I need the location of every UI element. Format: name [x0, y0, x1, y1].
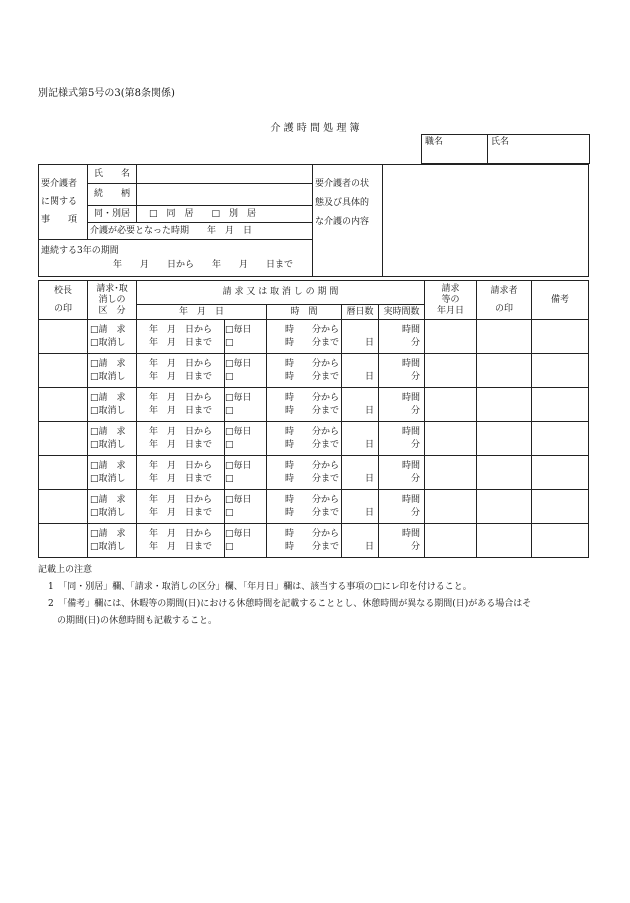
actual-hours-header: 実時間数	[379, 305, 425, 320]
ymd-header: 年 月 日	[137, 305, 267, 320]
actual-hours-cell[interactable]: 時間 分	[379, 524, 425, 558]
actual-hours-cell[interactable]: 時間 分	[379, 354, 425, 388]
relation-field[interactable]	[137, 184, 313, 206]
time-cell[interactable]: 時 分から 時 分まで	[267, 354, 342, 388]
request-kind-cell[interactable]: □請 求 □取消し	[88, 456, 137, 490]
request-kind-cell[interactable]: □請 求 □取消し	[88, 524, 137, 558]
day-checkbox-cell[interactable]: □毎日 □	[225, 354, 267, 388]
request-kind-cell[interactable]: □請 求 □取消し	[88, 320, 137, 354]
care-state-label: 要介護者の状 態及び具体的 な介護の内容	[313, 165, 383, 277]
time-cell[interactable]: 時 分から 時 分まで	[267, 490, 342, 524]
request-row	[39, 320, 589, 354]
form-reference: 別記様式第5号の3(第8条関係)	[38, 88, 175, 99]
request-row	[39, 456, 589, 490]
calendar-days-header: 暦日数	[342, 305, 379, 320]
principal-seal-cell[interactable]	[39, 354, 88, 388]
remarks-cell[interactable]	[532, 354, 589, 388]
date-cell[interactable]: 年 月 日から 年 月 日まで	[137, 354, 225, 388]
date-cell[interactable]: 年 月 日から 年 月 日まで	[137, 320, 225, 354]
request-date-cell[interactable]	[425, 354, 477, 388]
actual-hours-cell[interactable]: 時間 分	[379, 490, 425, 524]
request-kind-cell[interactable]: □請 求 □取消し	[88, 422, 137, 456]
care-recipient-label: 要介護者 に関する 事 項	[39, 165, 88, 240]
principal-seal-cell[interactable]	[39, 456, 88, 490]
calendar-days-cell[interactable]: 日	[342, 456, 379, 490]
request-row	[39, 524, 589, 558]
time-cell[interactable]: 時 分から 時 分まで	[267, 422, 342, 456]
note-2: 2 「備考」欄には、休暇等の期間(日)における休憩時間を記載することとし、休憩時間が異なる期間(日)がある場合はそ	[48, 599, 532, 609]
request-kind-cell[interactable]: □請 求 □取消し	[88, 388, 137, 422]
requester-seal-cell[interactable]	[477, 422, 532, 456]
remarks-cell[interactable]	[532, 490, 589, 524]
requester-seal-cell[interactable]	[477, 320, 532, 354]
name-field[interactable]: 氏名	[488, 135, 590, 164]
date-cell[interactable]: 年 月 日から 年 月 日まで	[137, 422, 225, 456]
request-date-cell[interactable]	[425, 388, 477, 422]
cohabit-checkboxes[interactable]: □ 同 居 □ 別 居	[137, 206, 313, 223]
note-3: の期間(日)の休憩時間も記載すること。	[48, 616, 218, 626]
request-row	[39, 422, 589, 456]
requester-seal-cell[interactable]	[477, 388, 532, 422]
day-checkbox-cell[interactable]: □毎日 □	[225, 524, 267, 558]
post-field[interactable]: 職名	[422, 135, 488, 164]
care-needed-since[interactable]: 介護が必要となった時期 年 月 日	[88, 223, 313, 240]
page-title: 介 護 時 間 処 理 簿	[270, 123, 360, 134]
request-row	[39, 388, 589, 422]
date-cell[interactable]: 年 月 日から 年 月 日まで	[137, 456, 225, 490]
time-cell[interactable]: 時 分から 時 分まで	[267, 320, 342, 354]
principal-seal-cell[interactable]	[39, 320, 88, 354]
time-cell[interactable]: 時 分から 時 分まで	[267, 524, 342, 558]
note-1: 1 「同・別居」欄、「請求・取消しの区分」欄、「年月日」欄は、該当する事項の□にレ印を付けること。	[48, 582, 472, 592]
recipient-name-label: 氏 名	[88, 165, 137, 184]
request-table	[38, 280, 589, 558]
time-cell[interactable]: 時 分から 時 分まで	[267, 388, 342, 422]
actual-hours-cell[interactable]: 時間 分	[379, 422, 425, 456]
request-kind-cell[interactable]: □請 求 □取消し	[88, 490, 137, 524]
request-date-cell[interactable]	[425, 524, 477, 558]
date-cell[interactable]: 年 月 日から 年 月 日まで	[137, 524, 225, 558]
principal-seal-cell[interactable]	[39, 524, 88, 558]
actual-hours-cell[interactable]: 時間 分	[379, 320, 425, 354]
principal-seal-cell[interactable]	[39, 422, 88, 456]
care-recipient-table	[38, 164, 589, 277]
recipient-name-field[interactable]	[137, 165, 313, 184]
cohabit-label: 同・別居	[88, 206, 137, 223]
date-cell[interactable]: 年 月 日から 年 月 日まで	[137, 490, 225, 524]
request-date-header: 請求 等の 年月日	[425, 281, 477, 320]
principal-seal-cell[interactable]	[39, 490, 88, 524]
relation-label: 続 柄	[88, 184, 137, 206]
notes-heading: 記載上の注意	[38, 565, 93, 575]
request-row	[39, 354, 589, 388]
requester-seal-cell[interactable]	[477, 354, 532, 388]
time-cell[interactable]: 時 分から 時 分まで	[267, 456, 342, 490]
principal-seal-header: 校長 の印	[39, 281, 88, 320]
period-header: 請 求 又 は 取 消 し の 期 間	[137, 281, 425, 305]
remarks-cell[interactable]	[532, 422, 589, 456]
three-year-period[interactable]	[39, 240, 313, 277]
request-date-cell[interactable]	[425, 456, 477, 490]
requester-seal-cell[interactable]	[477, 456, 532, 490]
officer-box	[421, 134, 590, 164]
calendar-days-cell[interactable]: 日	[342, 490, 379, 524]
requester-seal-cell[interactable]	[477, 490, 532, 524]
day-checkbox-cell[interactable]: □毎日 □	[225, 320, 267, 354]
requester-seal-header: 請求者 の印	[477, 281, 532, 320]
request-kind-cell[interactable]: □請 求 □取消し	[88, 354, 137, 388]
time-header: 時 間	[267, 305, 342, 320]
actual-hours-cell[interactable]: 時間 分	[379, 388, 425, 422]
date-cell[interactable]: 年 月 日から 年 月 日まで	[137, 388, 225, 422]
requester-seal-cell[interactable]	[477, 524, 532, 558]
remarks-cell[interactable]	[532, 524, 589, 558]
calendar-days-cell[interactable]: 日	[342, 422, 379, 456]
request-date-cell[interactable]	[425, 490, 477, 524]
request-date-cell[interactable]	[425, 320, 477, 354]
principal-seal-cell[interactable]	[39, 388, 88, 422]
remarks-cell[interactable]	[532, 456, 589, 490]
request-kind-header: 請求･取 消しの 区 分	[88, 281, 137, 320]
day-checkbox-cell[interactable]: □毎日 □	[225, 388, 267, 422]
remarks-cell[interactable]	[532, 320, 589, 354]
calendar-days-cell[interactable]: 日	[342, 388, 379, 422]
calendar-days-cell[interactable]: 日	[342, 524, 379, 558]
remarks-cell[interactable]	[532, 388, 589, 422]
day-checkbox-cell[interactable]: □毎日 □	[225, 456, 267, 490]
remarks-header: 備考	[532, 281, 589, 320]
request-row	[39, 490, 589, 524]
period-value: 年 月 日から 年 月 日まで	[113, 260, 294, 270]
day-checkbox-cell[interactable]: □毎日 □	[225, 422, 267, 456]
calendar-days-cell[interactable]: 日	[342, 320, 379, 354]
calendar-days-cell[interactable]: 日	[342, 354, 379, 388]
care-state-field[interactable]	[383, 165, 589, 277]
day-checkbox-cell[interactable]: □毎日 □	[225, 490, 267, 524]
period-label: 連続する3年の期間	[41, 246, 119, 256]
request-date-cell[interactable]	[425, 422, 477, 456]
actual-hours-cell[interactable]: 時間 分	[379, 456, 425, 490]
